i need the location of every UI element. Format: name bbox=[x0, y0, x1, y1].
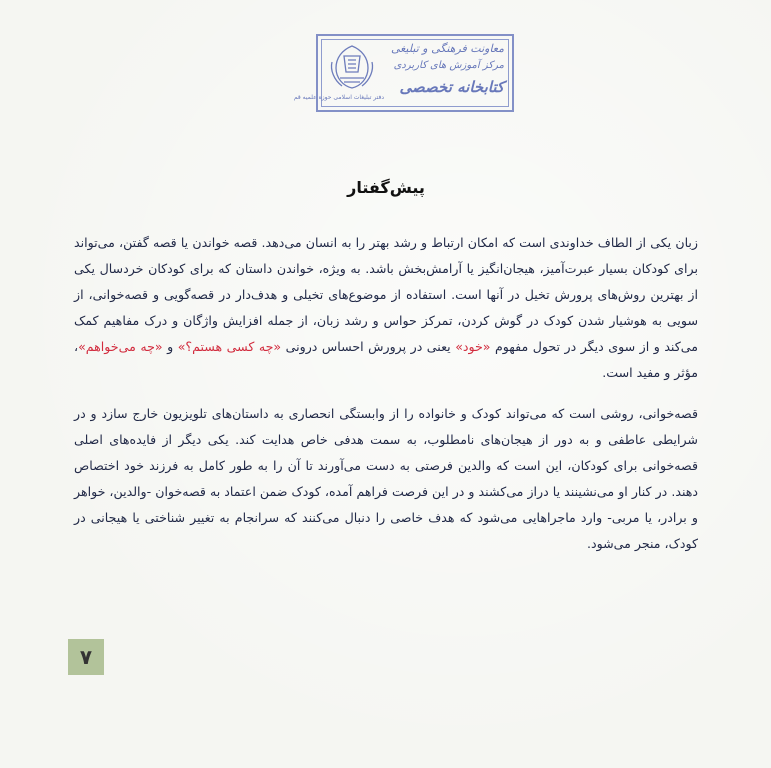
page-title: پیش‌گفتار bbox=[347, 178, 425, 197]
paragraph-1-text-c: و bbox=[162, 339, 178, 354]
paragraph-1-text-d: ، مؤثر و مفید است. bbox=[74, 339, 698, 380]
stamp-line-2: مرکز آموزش های کاربردی bbox=[393, 60, 504, 71]
highlight-what-i-want: «چه می‌خواهم» bbox=[78, 339, 163, 354]
paragraph-2 bbox=[74, 401, 698, 557]
paragraph-2-text: قصه‌خوانی، روشی است که می‌تواند کودک و خانواده را از وابستگی انحصاری به داستان‌های تلویزیون خارج سازد و در شرایطی عاطفی و به دور از هیجان‌های نامطلوب، به سمت هدفی خاص هدایت کند. یکی دیگر از فایده‌های اصلی قصه‌خوانی برای کودکان، این است که والدین فرصتی به دست می‌آورند تا آن را به طور کامل به فرزند خود اختصاص دهند. در کنار او می‌نشینند یا دراز می‌کشند و در این فرصت فراهم آمده، کودک ضمن اعتماد به قصه‌خوان -والدین، خواهر و برادر، یا مربی- وارد ماجراهایی می‌شود که هدف خاصی را دنبال می‌کنند که سرانجام به تغییر شناختی یا هیجانی در کودک، منجر می‌شود. bbox=[74, 406, 698, 551]
library-stamp bbox=[293, 34, 514, 112]
paragraph-1 bbox=[74, 230, 698, 386]
emblem-icon bbox=[324, 42, 380, 92]
highlight-self: «خود» bbox=[455, 339, 491, 354]
stamp-line-3: کتابخانه تخصصی bbox=[399, 78, 504, 96]
paragraph-1-text-b: یعنی در پرورش احساس درونی bbox=[281, 339, 456, 354]
paragraph-1-text-a: زبان یکی از الطاف خداوندی است که امکان ارتباط و رشد بهتر را به انسان می‌دهد. قصه خواندن یا قصه گفتن، می‌تواند برای کودکان بسیار عبرت‌آمیز، هیجان‌انگیز یا آرامش‌بخش باشد. به ویژه، خواندن داستان که برای کودکان خردسال یکی از بهترین روش‌های پرورش تخیل در آنها است. استفاده از موضوع‌های تخیلی و هدف‌دار در قصه‌گویی و قصه‌خوانی، از سویی به هوشیار شدن کودک در گوش کردن، تمرکز حواس و رشد زبان، از جمله افزایش واژگان و درک مفاهیم کمک می‌کند و از سوی دیگر در تحول مفهوم bbox=[74, 235, 698, 354]
stamp-line-1: معاونت فرهنگی و تبلیغی bbox=[390, 42, 504, 55]
page-number: ۷ bbox=[68, 639, 104, 675]
emblem-caption: دفتر تبلیغات اسلامی حوزه علمیه قم bbox=[293, 94, 384, 101]
highlight-who-am-i: «چه کسی هستم؟» bbox=[177, 339, 282, 354]
